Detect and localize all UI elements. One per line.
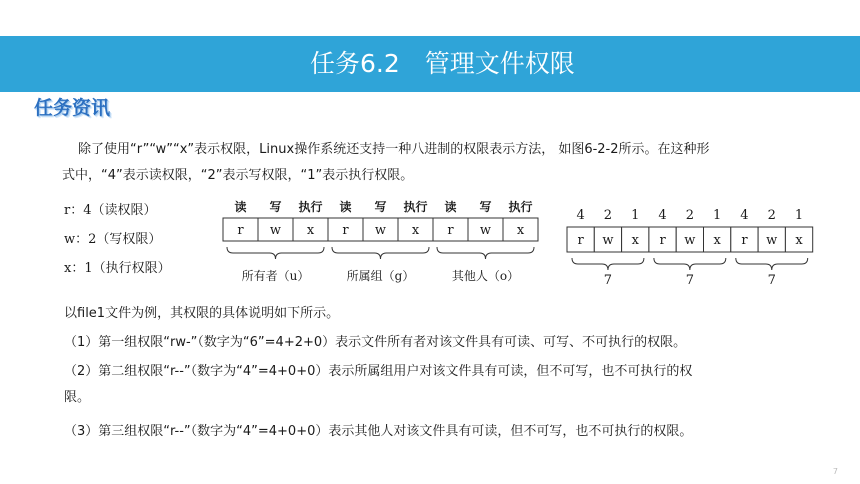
left-header-8: 执行 (508, 200, 533, 214)
right-weight-8: 1 (794, 208, 804, 223)
left-cell-2: x (306, 223, 315, 238)
right-brace-2 (736, 258, 808, 270)
legend-exec: x：1（执行权限） (64, 261, 171, 276)
intro-line-1: 除了使用“r”“w”“x”表示权限，Linux操作系统还支持一种八进制的权限表示方法， 如图6-2-2所示。在这种形 (78, 142, 710, 157)
section-title: 任务资讯 (34, 97, 111, 119)
right-brace-1 (654, 258, 726, 270)
left-header-1: 写 (269, 200, 282, 214)
left-header-7: 写 (479, 200, 492, 214)
left-cell-1: w (269, 223, 282, 238)
left-group-0: 所有者（u） (241, 269, 310, 283)
right-cell-3: r (659, 233, 666, 248)
left-cell-0: r (237, 223, 244, 238)
legend-read: r：4（读权限） (64, 203, 157, 218)
right-sum-0: 7 (603, 273, 613, 288)
left-brace-2 (437, 247, 534, 259)
left-cell-5: x (411, 223, 420, 238)
left-header-6: 读 (444, 200, 457, 214)
right-weight-7: 2 (767, 208, 776, 223)
left-group-1: 所属组（g） (346, 269, 415, 283)
left-cell-8: x (516, 223, 525, 238)
intro-line-2: 式中，“4”表示读权限，“2”表示写权限，“1”表示执行权限。 (62, 168, 414, 183)
right-weight-4: 2 (685, 208, 694, 223)
left-cell-3: r (342, 223, 349, 238)
right-cell-6: r (741, 233, 748, 248)
legend-write: w：2（写权限） (64, 232, 162, 247)
left-cell-4: w (374, 223, 387, 238)
right-cell-2: x (631, 233, 639, 248)
example-item-3: （3）第三组权限“r--”（数字为“4”=4+0+0）表示其他人对该文件具有可读，但不可写，也不可执行的权限。 (64, 424, 693, 439)
left-group-2: 其他人（o） (451, 269, 520, 283)
page-number: 7 (832, 467, 838, 476)
right-sum-1: 7 (685, 273, 694, 288)
example-item-1: （1）第一组权限“rw-”（数字为“6”=4+2+0）表示文件所有者对该文件具有可读、可写、不可执行的权限。 (64, 335, 687, 350)
example-item-2a: （2）第二组权限“r--”（数字为“4”=4+0+0）表示所属组用户对该文件具有可读，但不可写，也不可执行的权 (64, 364, 693, 379)
right-weight-5: 1 (713, 208, 722, 223)
left-header-2: 执行 (298, 200, 323, 214)
right-cell-5: x (713, 233, 721, 248)
right-weight-3: 4 (658, 208, 667, 223)
example-item-2b: 限。 (64, 390, 91, 405)
right-cell-1: w (602, 233, 614, 248)
left-header-0: 读 (234, 200, 247, 214)
right-weight-0: 4 (576, 208, 585, 223)
left-header-4: 写 (374, 200, 387, 214)
right-cell-8: x (795, 233, 803, 248)
right-weight-1: 2 (603, 208, 613, 223)
right-cell-7: w (766, 233, 778, 248)
right-weight-2: 1 (631, 208, 640, 223)
right-brace-0 (572, 258, 644, 270)
right-sum-2: 7 (767, 273, 776, 288)
left-permission-figure (223, 199, 538, 283)
left-cell-6: r (447, 223, 454, 238)
left-cell-7: w (479, 223, 492, 238)
slide-title: 任务6.2 管理文件权限 (310, 49, 575, 78)
right-weight-6: 4 (740, 208, 749, 223)
right-cell-0: r (577, 233, 584, 248)
left-brace-0 (227, 247, 324, 259)
left-brace-1 (332, 247, 429, 259)
right-octal-figure (567, 208, 813, 288)
example-intro: 以file1文件为例，其权限的具体说明如下所示。 (64, 306, 340, 321)
left-header-5: 执行 (403, 200, 428, 214)
right-cell-4: w (684, 233, 696, 248)
left-header-3: 读 (339, 200, 352, 214)
